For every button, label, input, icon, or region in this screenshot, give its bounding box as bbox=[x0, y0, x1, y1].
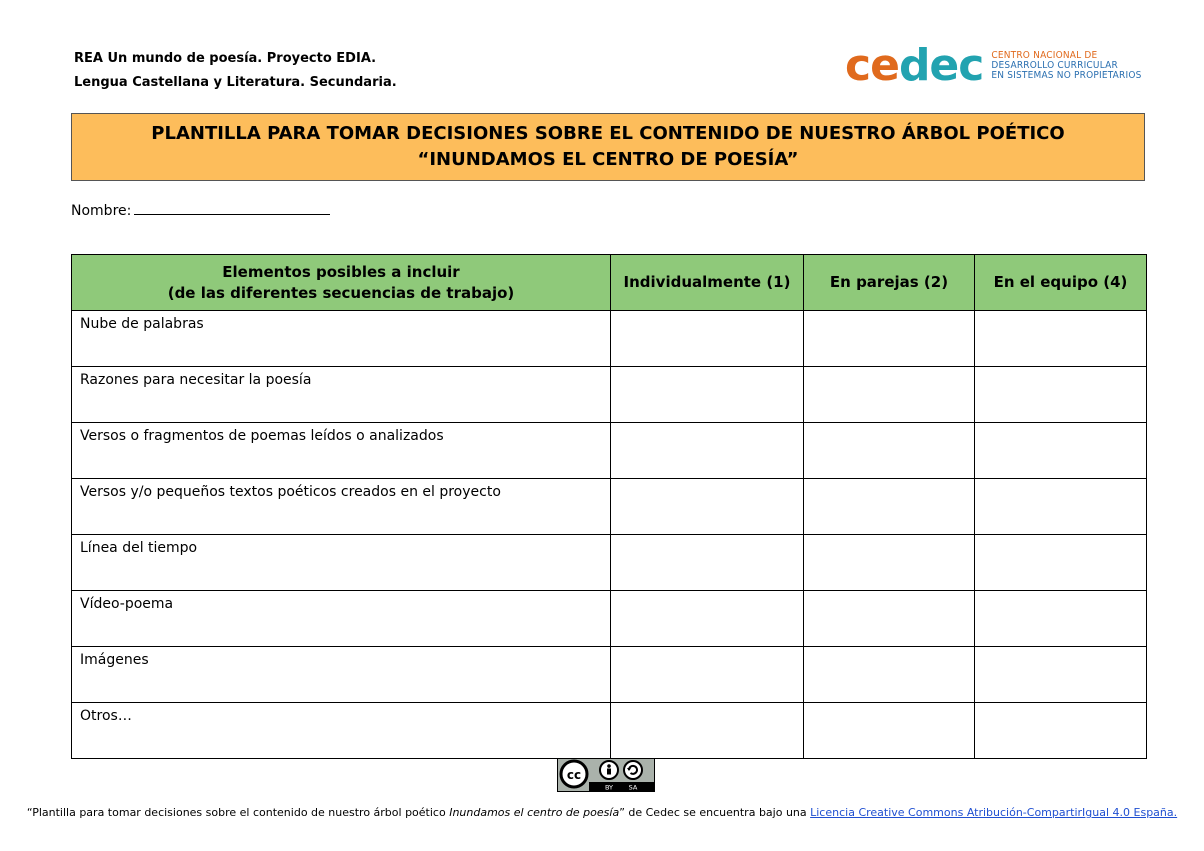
cedec-logo-caption bbox=[991, 51, 1141, 81]
share-alike-icon bbox=[624, 761, 642, 779]
table-header-row bbox=[72, 255, 1147, 311]
cell-team[interactable] bbox=[975, 367, 1147, 423]
cell-individual[interactable] bbox=[611, 591, 804, 647]
document-header bbox=[74, 47, 397, 95]
table-row bbox=[72, 423, 1147, 479]
cell-pairs[interactable] bbox=[804, 311, 975, 367]
cell-pairs[interactable] bbox=[804, 479, 975, 535]
row-label: Versos o fragmentos de poemas leídos o analizados bbox=[72, 423, 611, 479]
header-line-subject: Lengua Castellana y Literatura. Secundaria. bbox=[74, 75, 397, 90]
table-row bbox=[72, 535, 1147, 591]
header-individual: Individualmente (1) bbox=[611, 255, 804, 311]
cell-team[interactable] bbox=[975, 591, 1147, 647]
license-work-title: Inundamos el centro de poesía bbox=[449, 806, 620, 819]
row-label: Otros… bbox=[72, 703, 611, 759]
logo-caption-line3: EN SISTEMAS NO PROPIETARIOS bbox=[991, 70, 1142, 81]
cell-pairs[interactable] bbox=[804, 647, 975, 703]
header-pairs: En parejas (2) bbox=[804, 255, 975, 311]
title-line2: “INUNDAMOS EL CENTRO DE POESÍA” bbox=[417, 149, 799, 170]
cell-individual[interactable] bbox=[611, 479, 804, 535]
cc-badge-bar bbox=[589, 782, 654, 791]
cell-pairs[interactable] bbox=[804, 423, 975, 479]
table-row bbox=[72, 479, 1147, 535]
cc-sa-label: SA bbox=[628, 783, 638, 792]
cell-pairs[interactable] bbox=[804, 367, 975, 423]
logo-word-part1: ce bbox=[845, 40, 899, 91]
logo-caption-line2: DESARROLLO CURRICULAR bbox=[991, 60, 1118, 71]
cell-team[interactable] bbox=[975, 535, 1147, 591]
logo-caption-line1: CENTRO NACIONAL DE bbox=[991, 50, 1098, 61]
cedec-logo bbox=[845, 40, 1142, 91]
svg-text:cc: cc bbox=[566, 768, 582, 782]
cell-team[interactable] bbox=[975, 703, 1147, 759]
logo-word-part2: dec bbox=[898, 40, 984, 91]
cedec-logo-word bbox=[845, 40, 984, 91]
row-label: Razones para necesitar la poesía bbox=[72, 367, 611, 423]
license-notice bbox=[0, 806, 1204, 819]
row-label: Nube de palabras bbox=[72, 311, 611, 367]
cell-individual[interactable] bbox=[611, 311, 804, 367]
row-label: Vídeo-poema bbox=[72, 591, 611, 647]
license-link[interactable]: Licencia Creative Commons Atribución-CompartirIgual 4.0 España. bbox=[810, 806, 1178, 819]
cell-pairs[interactable] bbox=[804, 591, 975, 647]
cell-individual[interactable] bbox=[611, 423, 804, 479]
cc-by-sa-badge[interactable] bbox=[557, 758, 655, 792]
header-elements-line1: Elementos posibles a incluir bbox=[222, 262, 460, 281]
row-label: Imágenes bbox=[72, 647, 611, 703]
row-label: Versos y/o pequeños textos poéticos creados en el proyecto bbox=[72, 479, 611, 535]
cell-team[interactable] bbox=[975, 647, 1147, 703]
attribution-icon bbox=[600, 761, 618, 779]
cell-individual[interactable] bbox=[611, 703, 804, 759]
row-label: Línea del tiempo bbox=[72, 535, 611, 591]
cell-individual[interactable] bbox=[611, 535, 804, 591]
header-team: En el equipo (4) bbox=[975, 255, 1147, 311]
title-line1: PLANTILLA PARA TOMAR DECISIONES SOBRE EL CONTENIDO DE NUESTRO ÁRBOL POÉTICO bbox=[151, 123, 1065, 144]
cell-individual[interactable] bbox=[611, 647, 804, 703]
cc-by-label: BY bbox=[604, 783, 614, 792]
header-elements-line2: (de las diferentes secuencias de trabajo) bbox=[167, 283, 515, 302]
name-label: Nombre: bbox=[71, 203, 132, 219]
header-elements bbox=[72, 255, 611, 311]
cell-team[interactable] bbox=[975, 423, 1147, 479]
license-text-middle: ” de Cedec se encuentra bajo una bbox=[619, 806, 811, 819]
table-row bbox=[72, 367, 1147, 423]
cell-individual[interactable] bbox=[611, 367, 804, 423]
name-blank-line[interactable] bbox=[134, 200, 330, 215]
table-row bbox=[72, 703, 1147, 759]
cell-team[interactable] bbox=[975, 479, 1147, 535]
license-text-before: “Plantilla para tomar decisiones sobre el contenido de nuestro árbol poético bbox=[26, 806, 450, 819]
name-field bbox=[71, 200, 330, 219]
cell-team[interactable] bbox=[975, 311, 1147, 367]
table-row bbox=[72, 591, 1147, 647]
cell-pairs[interactable] bbox=[804, 535, 975, 591]
cc-icon bbox=[561, 761, 587, 787]
header-line-project: REA Un mundo de poesía. Proyecto EDIA. bbox=[74, 51, 377, 66]
table-row bbox=[72, 647, 1147, 703]
cell-pairs[interactable] bbox=[804, 703, 975, 759]
table-row bbox=[72, 311, 1147, 367]
decision-table bbox=[71, 254, 1147, 759]
title-banner bbox=[71, 113, 1145, 181]
